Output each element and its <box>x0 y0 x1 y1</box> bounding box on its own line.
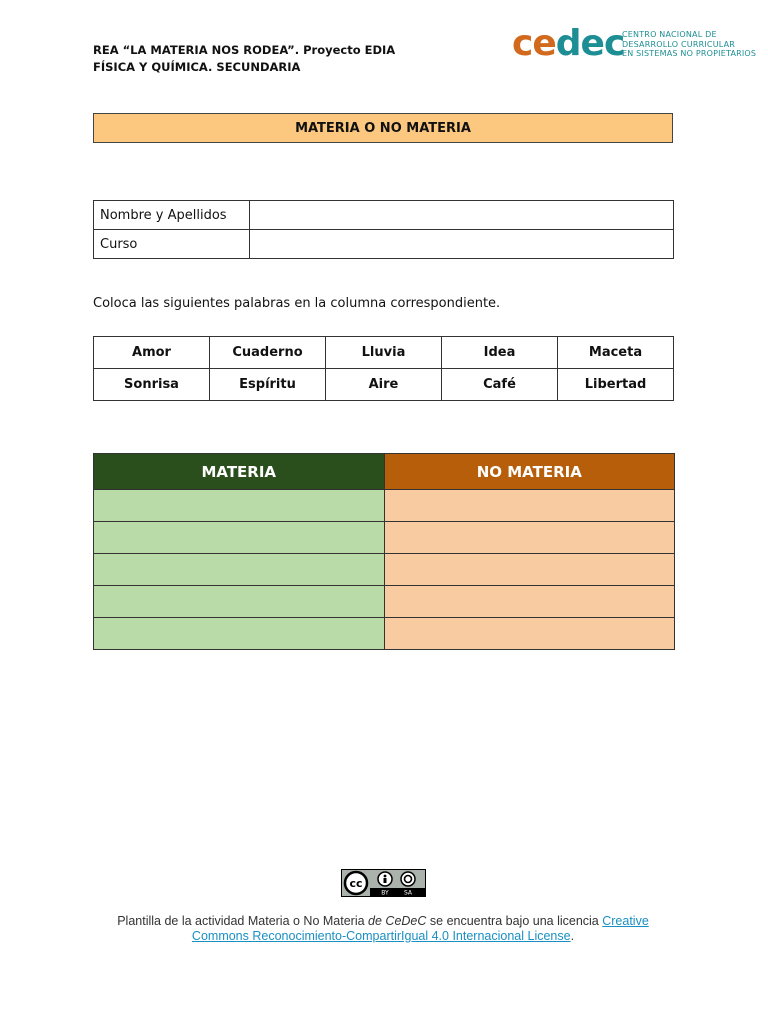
table-row <box>94 618 675 650</box>
no-materia-cell[interactable] <box>384 618 675 650</box>
table-row <box>94 230 674 259</box>
document-header <box>93 42 395 76</box>
no-materia-cell[interactable] <box>384 490 675 522</box>
materia-header: MATERIA <box>94 454 385 490</box>
by-mark: BY <box>381 889 389 896</box>
materia-cell[interactable] <box>94 490 385 522</box>
table-row <box>94 554 675 586</box>
logo-subtitle <box>622 30 756 59</box>
no-materia-header: NO MATERIA <box>384 454 675 490</box>
word-cell: Libertad <box>558 369 674 401</box>
footer-end: . <box>570 929 575 943</box>
classification-table <box>93 453 675 650</box>
materia-cell[interactable] <box>94 522 385 554</box>
logo-sub-2: DESARROLLO CURRICULAR <box>622 39 736 49</box>
course-label: Curso <box>94 230 250 259</box>
table-row <box>94 369 674 401</box>
word-cell: Sonrisa <box>94 369 210 401</box>
sa-mark: SA <box>403 889 413 896</box>
no-materia-cell[interactable] <box>384 522 675 554</box>
course-field[interactable] <box>250 230 674 259</box>
cc-by-sa-icon <box>342 870 425 896</box>
student-info-table <box>93 200 674 259</box>
table-row <box>94 337 674 369</box>
materia-cell[interactable] <box>94 554 385 586</box>
no-materia-cell[interactable] <box>384 586 675 618</box>
word-cell: Lluvia <box>326 337 442 369</box>
header-line-2: FÍSICA Y QUÍMICA. SECUNDARIA <box>93 60 301 74</box>
cc-license-badge[interactable] <box>341 869 426 897</box>
word-cell: Cuaderno <box>210 337 326 369</box>
table-row <box>94 586 675 618</box>
header-line-1: REA “LA MATERIA NOS RODEA”. Proyecto EDIA <box>93 43 396 57</box>
name-label: Nombre y Apellidos <box>94 201 250 230</box>
instruction-text: Coloca las siguientes palabras en la columna correspondiente. <box>93 296 501 311</box>
materia-cell[interactable] <box>94 586 385 618</box>
word-cell: Idea <box>442 337 558 369</box>
license-footer <box>100 914 666 944</box>
logo-wordmark <box>512 24 624 64</box>
word-bank-table <box>93 336 674 401</box>
logo-ce: ce <box>512 23 556 64</box>
no-materia-cell[interactable] <box>384 554 675 586</box>
logo-sub-3: EN SISTEMAS NO PROPIETARIOS <box>622 49 757 58</box>
table-header-row <box>94 454 675 490</box>
table-row <box>94 490 675 522</box>
word-cell: Maceta <box>558 337 674 369</box>
table-row <box>94 522 675 554</box>
table-row <box>94 201 674 230</box>
materia-cell[interactable] <box>94 618 385 650</box>
logo-sub-1: CENTRO NACIONAL DE <box>622 30 717 39</box>
word-cell: Aire <box>326 369 442 401</box>
worksheet-title: MATERIA O NO MATERIA <box>93 113 673 143</box>
logo-dec: dec <box>555 23 625 64</box>
name-field[interactable] <box>250 201 674 230</box>
word-cell: Café <box>442 369 558 401</box>
footer-text-1: Plantilla de la actividad Materia o No Materia <box>117 914 369 928</box>
footer-text-2: de CeDeC <box>368 914 427 928</box>
cc-mark: cc <box>349 877 363 890</box>
license-link[interactable]: Creative Commons Reconocimiento-CompartirIgual 4.0 Internacional License <box>191 914 649 943</box>
footer-text-3: se encuentra bajo una licencia <box>426 914 603 928</box>
word-cell: Espíritu <box>210 369 326 401</box>
word-cell: Amor <box>94 337 210 369</box>
